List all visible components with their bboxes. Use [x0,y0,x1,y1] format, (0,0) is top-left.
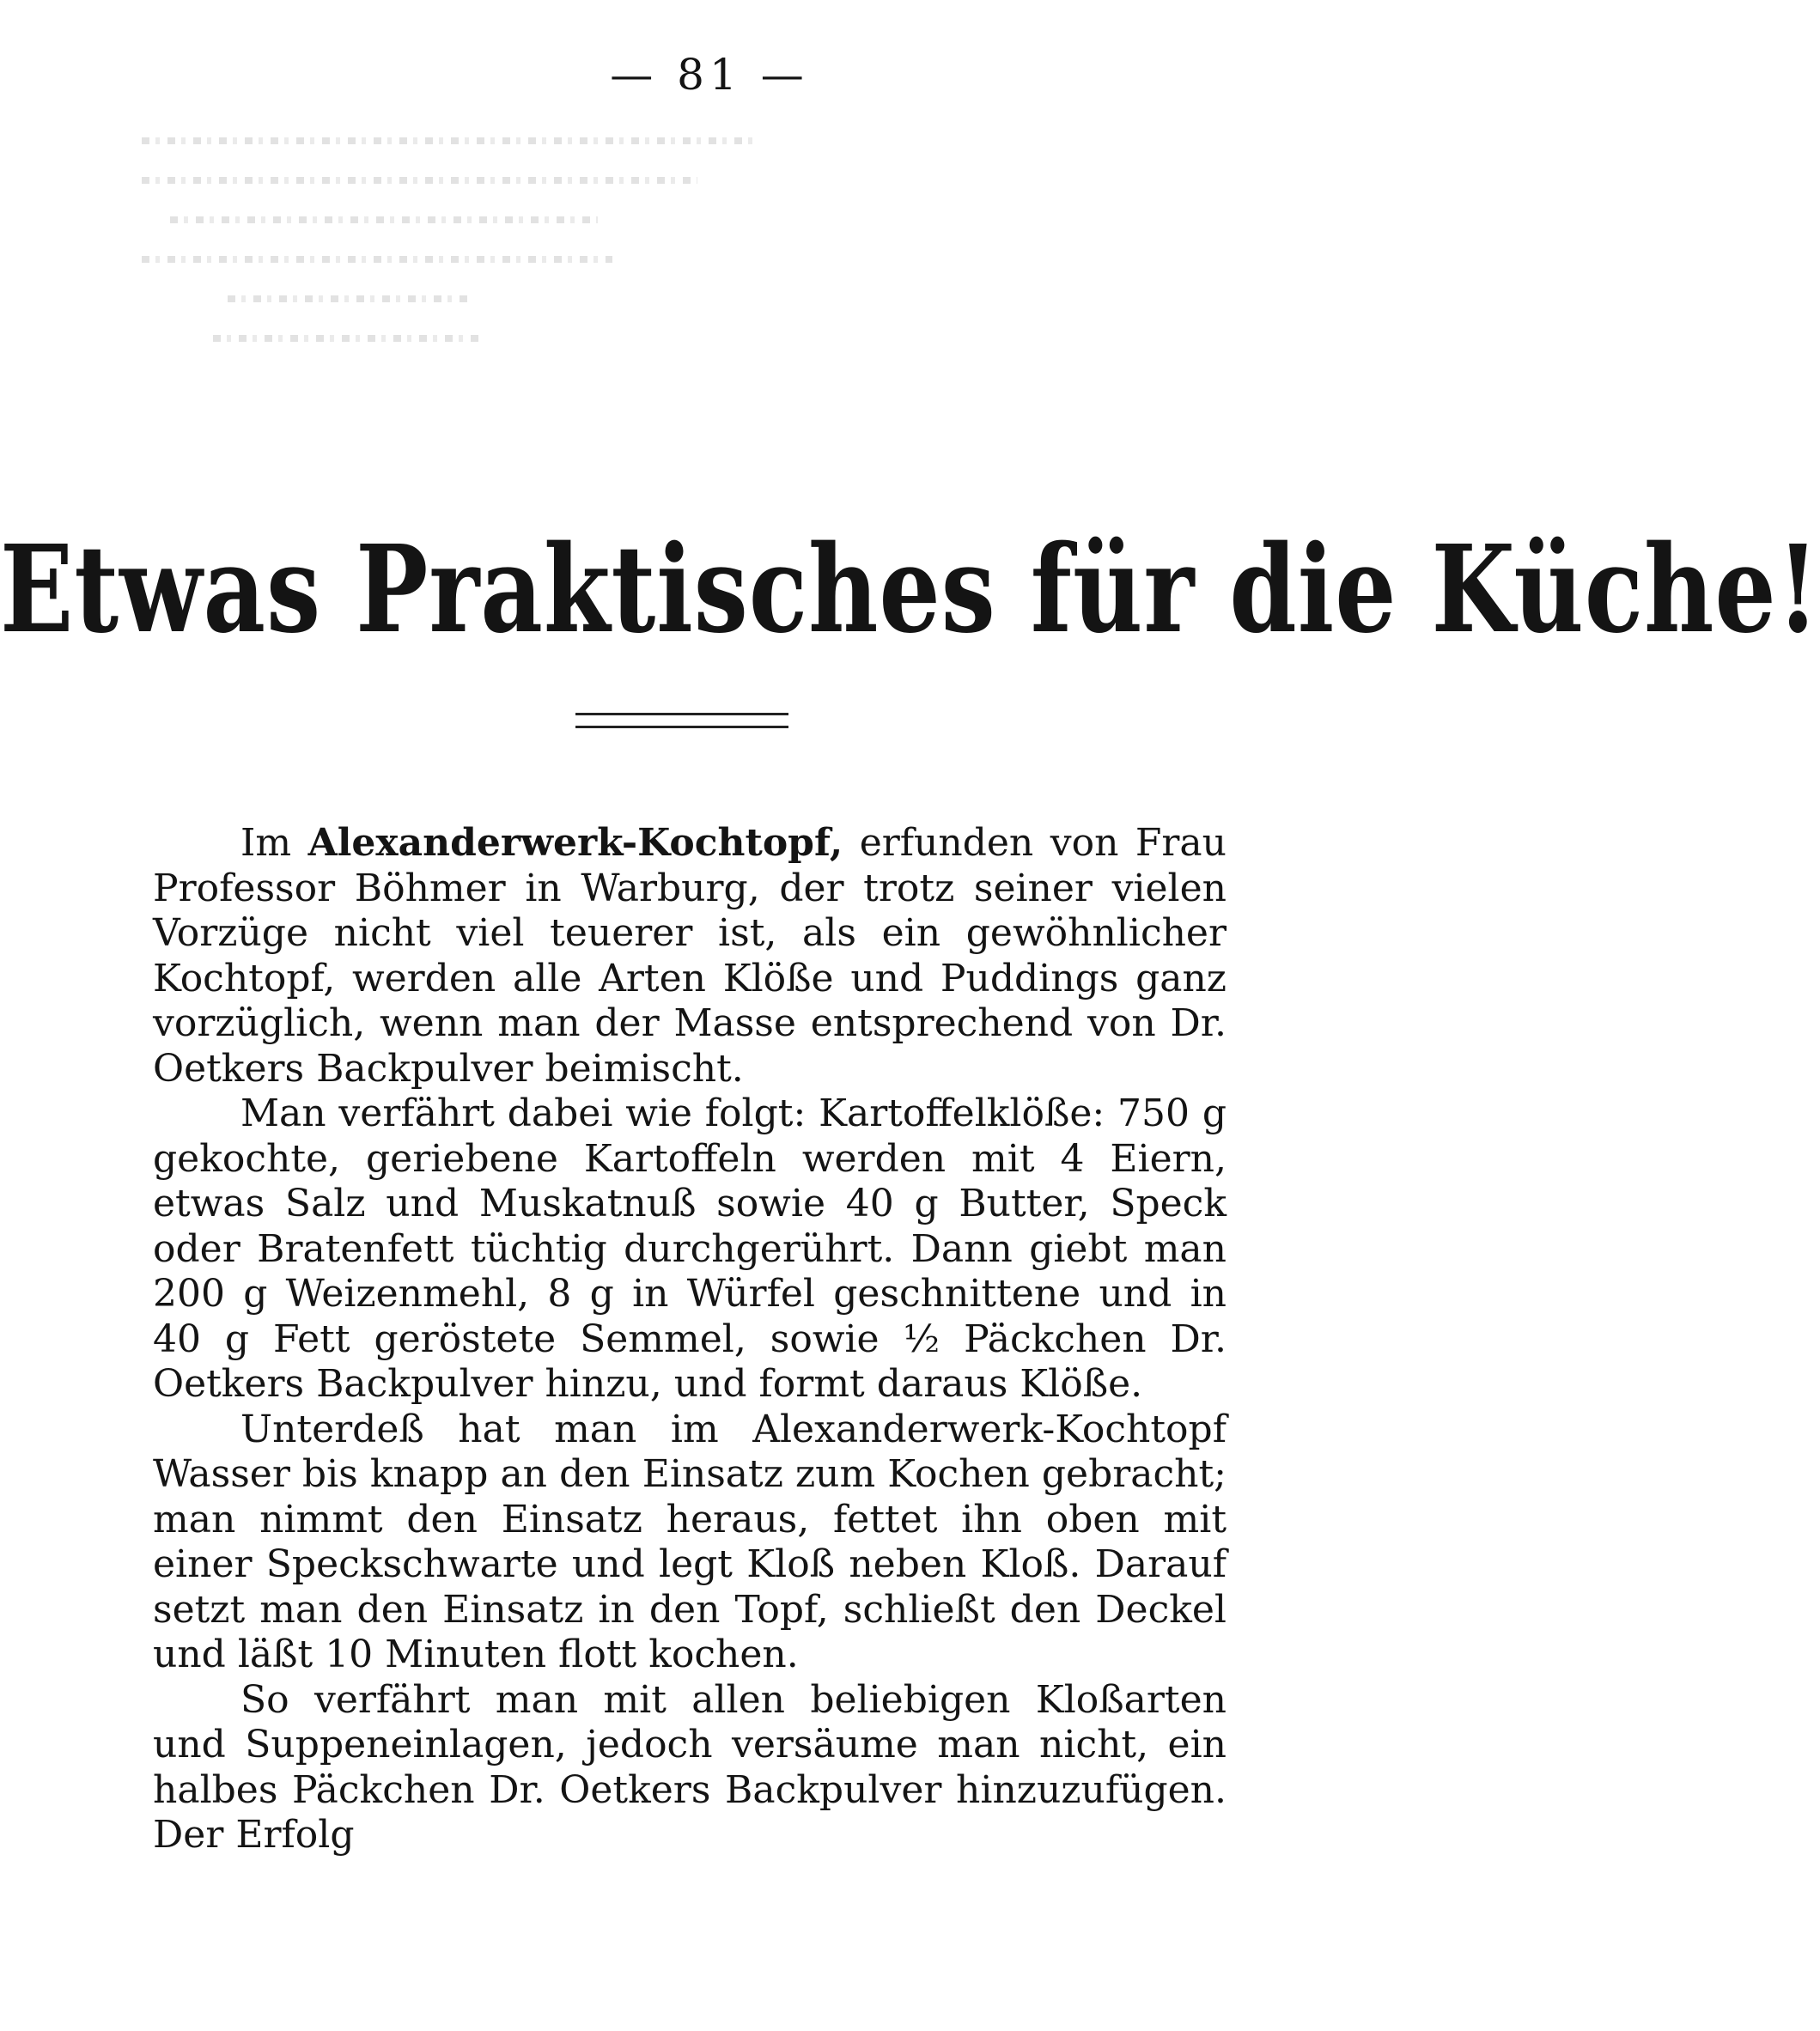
page-title: Etwas Praktisches für die Küche! [0,520,1820,660]
paragraph-1 [153,821,1227,1092]
show-through-text [142,137,855,455]
product-name: Alexanderwerk-Kochtopf, [307,821,843,865]
paragraph-2: Man verfährt dabei wie folgt: Kartoffelklöße: 750 g gekochte, geriebene Kartoffeln werden mit 4 Eiern, etwas Salz und Muskatnuß sowie 40 g Butter, Speck oder Bratenfett tüchtig durchgerührt. Dann giebt man 200 g Weizenmehl, 8 g in Würfel geschnittene und in 40 g Fett geröstete Semmel, sowie ½ Päckchen Dr. Oetkers Backpulver hinzu, und formt daraus Klöße. [153,1092,1227,1406]
paragraph-3: Unterdeß hat man im Alexanderwerk-Kochtopf Wasser bis knapp an den Einsatz zum Kochen gebracht; man nimmt den Einsatz heraus, fettet ihn oben mit einer Speckschwarte und legt Kloß neben Kloß. Darauf setzt man den Einsatz in den Topf, schließt den Deckel und läßt 10 Minuten flott kochen. [153,1407,1227,1676]
recipe-text [153,821,1227,1858]
paragraph-1-lead: Im [240,821,308,865]
double-rule-divider [575,713,788,728]
paragraph-1-text: erfunden von Frau Professor Böhmer in Warburg, der trotz seiner vielen Vorzüge nicht viel teuerer ist, als ein gewöhnlicher Kochtopf, werden alle Arten Klöße und Puddings ganz vorzüglich, wenn man der Masse entsprechend von Dr. Oetkers Backpulver beimischt. [153,821,1227,1091]
paragraph-4: So verfährt man mit allen beliebigen Kloßarten und Suppeneinlagen, jedoch versäume man nicht, ein halbes Päckchen Dr. Oetkers Backpulver hinzuzufügen. Der Erfolg [153,1677,1227,1857]
page-number: — 81 — [610,50,809,100]
